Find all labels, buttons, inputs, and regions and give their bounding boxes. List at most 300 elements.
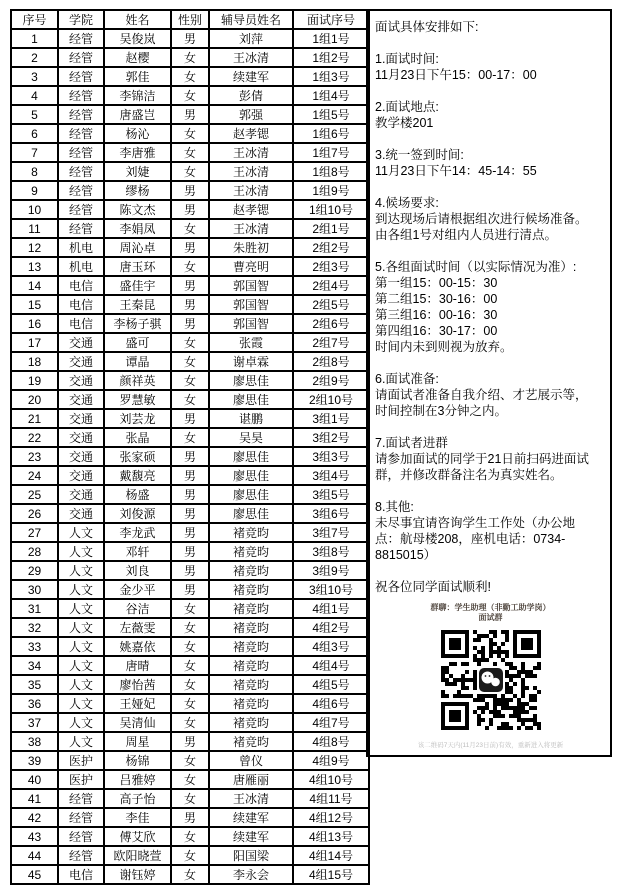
column-header-gender: 性别 xyxy=(171,10,209,29)
table-cell-gender: 男 xyxy=(171,276,209,295)
table-cell-index: 4 xyxy=(11,86,58,105)
note-line: 4.候场要求: xyxy=(375,196,439,210)
table-cell-counselor: 赵孝锶 xyxy=(209,200,293,219)
table-cell-college: 电信 xyxy=(58,865,104,884)
table-cell-name: 吴俊岚 xyxy=(104,29,171,48)
table-cell-interview-no: 3组5号 xyxy=(293,485,369,504)
table-row xyxy=(11,523,369,542)
table-cell-gender: 男 xyxy=(171,447,209,466)
table-cell-gender: 女 xyxy=(171,333,209,352)
column-header-interview-no: 面试序号 xyxy=(293,10,369,29)
table-cell-counselor: 褚竞昀 xyxy=(209,561,293,580)
table-cell-interview-no: 2组2号 xyxy=(293,238,369,257)
table-cell-index: 14 xyxy=(11,276,58,295)
table-cell-index: 44 xyxy=(11,846,58,865)
note-line: 群，并修改群备注名为真实姓名。 xyxy=(375,468,563,482)
table-cell-index: 36 xyxy=(11,694,58,713)
table-cell-gender: 女 xyxy=(171,390,209,409)
table-cell-college: 经管 xyxy=(58,789,104,808)
table-cell-index: 25 xyxy=(11,485,58,504)
table-cell-index: 19 xyxy=(11,371,58,390)
table-row xyxy=(11,618,369,637)
table-cell-name: 盛佳宇 xyxy=(104,276,171,295)
table-cell-college: 人文 xyxy=(58,599,104,618)
table-cell-counselor: 王冰清 xyxy=(209,219,293,238)
table-cell-gender: 男 xyxy=(171,808,209,827)
note-line: 8815015） xyxy=(375,548,437,562)
table-cell-name: 李杨子骐 xyxy=(104,314,171,333)
table-cell-index: 22 xyxy=(11,428,58,447)
table-cell-college: 人文 xyxy=(58,523,104,542)
table-cell-name: 谢钰婷 xyxy=(104,865,171,884)
table-cell-counselor: 郭国智 xyxy=(209,295,293,314)
table-cell-college: 交通 xyxy=(58,447,104,466)
table-cell-college: 人文 xyxy=(58,675,104,694)
table-cell-gender: 男 xyxy=(171,580,209,599)
qr-block xyxy=(375,603,606,750)
table-cell-college: 经管 xyxy=(58,181,104,200)
table-cell-counselor: 郭强 xyxy=(209,105,293,124)
qr-code xyxy=(441,630,541,730)
table-row xyxy=(11,276,369,295)
table-cell-college: 人文 xyxy=(58,694,104,713)
table-row xyxy=(11,466,369,485)
table-row xyxy=(11,846,369,865)
notes-panel xyxy=(366,9,612,757)
table-cell-gender: 男 xyxy=(171,732,209,751)
table-cell-gender: 男 xyxy=(171,105,209,124)
table-cell-counselor: 褚竞昀 xyxy=(209,656,293,675)
table-row xyxy=(11,504,369,523)
table-row xyxy=(11,675,369,694)
table-cell-index: 1 xyxy=(11,29,58,48)
table-cell-name: 王秦昆 xyxy=(104,295,171,314)
note-blank-line xyxy=(375,355,606,371)
table-cell-interview-no: 2组10号 xyxy=(293,390,369,409)
table-row xyxy=(11,219,369,238)
table-cell-gender: 男 xyxy=(171,29,209,48)
table-cell-college: 电信 xyxy=(58,295,104,314)
table-cell-index: 10 xyxy=(11,200,58,219)
table-cell-interview-no: 4组12号 xyxy=(293,808,369,827)
table-cell-gender: 男 xyxy=(171,561,209,580)
table-cell-counselor: 彭倩 xyxy=(209,86,293,105)
table-cell-college: 经管 xyxy=(58,67,104,86)
table-cell-name: 李唐雅 xyxy=(104,143,171,162)
table-row xyxy=(11,580,369,599)
table-cell-gender: 男 xyxy=(171,409,209,428)
table-cell-gender: 男 xyxy=(171,314,209,333)
table-cell-index: 30 xyxy=(11,580,58,599)
note-line: 1.面试时间: xyxy=(375,52,439,66)
table-cell-college: 交通 xyxy=(58,352,104,371)
table-cell-college: 经管 xyxy=(58,124,104,143)
note-line: 第四组16：30-17：00 xyxy=(375,324,498,338)
note-line: 第二组15：30-16：00 xyxy=(375,292,498,306)
table-cell-name: 盛可 xyxy=(104,333,171,352)
table-cell-interview-no: 4组8号 xyxy=(293,732,369,751)
table-cell-counselor: 褚竞昀 xyxy=(209,599,293,618)
table-row xyxy=(11,67,369,86)
table-cell-interview-no: 4组6号 xyxy=(293,694,369,713)
table-cell-gender: 女 xyxy=(171,219,209,238)
table-row xyxy=(11,162,369,181)
table-cell-name: 赵樱 xyxy=(104,48,171,67)
table-cell-interview-no: 3组8号 xyxy=(293,542,369,561)
table-cell-counselor: 朱胜初 xyxy=(209,238,293,257)
table-cell-interview-no: 2组4号 xyxy=(293,276,369,295)
table-cell-index: 23 xyxy=(11,447,58,466)
table-cell-name: 唐晴 xyxy=(104,656,171,675)
table-cell-index: 42 xyxy=(11,808,58,827)
table-cell-gender: 女 xyxy=(171,124,209,143)
table-cell-name: 唐玉环 xyxy=(104,257,171,276)
table-cell-college: 医护 xyxy=(58,770,104,789)
table-cell-gender: 男 xyxy=(171,238,209,257)
table-cell-counselor: 续建军 xyxy=(209,67,293,86)
table-cell-counselor: 廖思佳 xyxy=(209,390,293,409)
table-cell-name: 张晶 xyxy=(104,428,171,447)
table-cell-name: 李娟凤 xyxy=(104,219,171,238)
notes-text xyxy=(375,19,606,595)
table-cell-index: 24 xyxy=(11,466,58,485)
table-cell-college: 人文 xyxy=(58,618,104,637)
table-cell-college: 交通 xyxy=(58,504,104,523)
table-cell-college: 交通 xyxy=(58,390,104,409)
table-cell-college: 电信 xyxy=(58,314,104,333)
table-cell-college: 经管 xyxy=(58,808,104,827)
table-cell-gender: 女 xyxy=(171,257,209,276)
roster-table xyxy=(10,9,370,885)
note-blank-line xyxy=(375,83,606,99)
table-cell-counselor: 王冰清 xyxy=(209,162,293,181)
column-header-name: 姓名 xyxy=(104,10,171,29)
table-cell-name: 李龙武 xyxy=(104,523,171,542)
table-cell-gender: 女 xyxy=(171,371,209,390)
table-cell-name: 刘婕 xyxy=(104,162,171,181)
table-cell-counselor: 王冰清 xyxy=(209,48,293,67)
table-row xyxy=(11,428,369,447)
table-cell-interview-no: 2组3号 xyxy=(293,257,369,276)
table-cell-college: 人文 xyxy=(58,580,104,599)
table-cell-index: 5 xyxy=(11,105,58,124)
table-cell-gender: 女 xyxy=(171,48,209,67)
table-cell-gender: 女 xyxy=(171,428,209,447)
table-cell-college: 机电 xyxy=(58,257,104,276)
note-blank-line xyxy=(375,131,606,147)
qr-validity-caption: 该二维码7天内(11月23日前)有效，重新进入将更新 xyxy=(417,742,564,749)
table-row xyxy=(11,637,369,656)
table-cell-gender: 女 xyxy=(171,770,209,789)
table-cell-name: 周沁卓 xyxy=(104,238,171,257)
table-cell-gender: 男 xyxy=(171,504,209,523)
table-cell-gender: 女 xyxy=(171,162,209,181)
table-cell-gender: 女 xyxy=(171,86,209,105)
table-cell-counselor: 谢卓霖 xyxy=(209,352,293,371)
table-cell-college: 经管 xyxy=(58,827,104,846)
table-cell-gender: 女 xyxy=(171,143,209,162)
table-cell-college: 人文 xyxy=(58,561,104,580)
table-cell-index: 38 xyxy=(11,732,58,751)
table-cell-index: 29 xyxy=(11,561,58,580)
note-line: 教学楼201 xyxy=(375,116,434,130)
table-cell-name: 刘俊源 xyxy=(104,504,171,523)
table-cell-counselor: 廖思佳 xyxy=(209,504,293,523)
table-cell-interview-no: 2组6号 xyxy=(293,314,369,333)
table-cell-index: 17 xyxy=(11,333,58,352)
table-row xyxy=(11,181,369,200)
table-cell-counselor: 褚竞昀 xyxy=(209,618,293,637)
table-cell-counselor: 吴昊 xyxy=(209,428,293,447)
table-cell-college: 经管 xyxy=(58,29,104,48)
note-line: 面试具体安排如下: xyxy=(375,20,479,34)
table-row xyxy=(11,694,369,713)
table-cell-college: 经管 xyxy=(58,105,104,124)
table-row xyxy=(11,371,369,390)
table-cell-college: 人文 xyxy=(58,542,104,561)
table-cell-college: 交通 xyxy=(58,485,104,504)
table-cell-interview-no: 4组4号 xyxy=(293,656,369,675)
table-cell-counselor: 阳国梁 xyxy=(209,846,293,865)
table-cell-counselor: 续建军 xyxy=(209,827,293,846)
table-cell-name: 高子怡 xyxy=(104,789,171,808)
table-cell-name: 刘芸龙 xyxy=(104,409,171,428)
table-cell-interview-no: 4组2号 xyxy=(293,618,369,637)
table-cell-index: 8 xyxy=(11,162,58,181)
table-cell-gender: 女 xyxy=(171,352,209,371)
table-cell-gender: 女 xyxy=(171,827,209,846)
table-cell-gender: 女 xyxy=(171,789,209,808)
table-cell-counselor: 褚竞昀 xyxy=(209,580,293,599)
table-cell-name: 陈文杰 xyxy=(104,200,171,219)
table-row xyxy=(11,295,369,314)
table-cell-index: 12 xyxy=(11,238,58,257)
table-cell-index: 43 xyxy=(11,827,58,846)
table-cell-index: 11 xyxy=(11,219,58,238)
table-cell-interview-no: 4组15号 xyxy=(293,865,369,884)
note-line: 请参加面试的同学于21日前扫码进面试 xyxy=(375,452,589,466)
table-cell-index: 6 xyxy=(11,124,58,143)
table-cell-name: 杨盛 xyxy=(104,485,171,504)
table-row xyxy=(11,200,369,219)
table-row xyxy=(11,257,369,276)
column-header-index: 序号 xyxy=(11,10,58,29)
table-cell-gender: 女 xyxy=(171,618,209,637)
table-cell-interview-no: 1组1号 xyxy=(293,29,369,48)
table-cell-interview-no: 4组5号 xyxy=(293,675,369,694)
table-cell-college: 经管 xyxy=(58,162,104,181)
table-cell-interview-no: 3组3号 xyxy=(293,447,369,466)
table-cell-counselor: 廖思佳 xyxy=(209,466,293,485)
table-cell-index: 3 xyxy=(11,67,58,86)
table-cell-college: 经管 xyxy=(58,48,104,67)
table-cell-counselor: 褚竞昀 xyxy=(209,637,293,656)
table-cell-index: 27 xyxy=(11,523,58,542)
note-blank-line xyxy=(375,483,606,499)
table-cell-name: 谷洁 xyxy=(104,599,171,618)
table-cell-counselor: 褚竞昀 xyxy=(209,675,293,694)
table-cell-gender: 女 xyxy=(171,694,209,713)
table-row xyxy=(11,808,369,827)
table-cell-college: 交通 xyxy=(58,466,104,485)
table-row xyxy=(11,238,369,257)
table-cell-name: 金少平 xyxy=(104,580,171,599)
table-cell-name: 杨沁 xyxy=(104,124,171,143)
table-cell-counselor: 王冰清 xyxy=(209,143,293,162)
note-line: 11月23日下午15：00-17：00 xyxy=(375,68,537,82)
note-line: 点：航母楼208，座机电话：0734- xyxy=(375,532,566,546)
table-cell-gender: 男 xyxy=(171,200,209,219)
table-cell-interview-no: 4组13号 xyxy=(293,827,369,846)
table-cell-index: 13 xyxy=(11,257,58,276)
note-blank-line xyxy=(375,243,606,259)
table-cell-counselor: 王冰清 xyxy=(209,181,293,200)
table-cell-name: 李佳 xyxy=(104,808,171,827)
table-cell-college: 交通 xyxy=(58,333,104,352)
table-cell-interview-no: 4组10号 xyxy=(293,770,369,789)
table-cell-index: 2 xyxy=(11,48,58,67)
table-cell-index: 21 xyxy=(11,409,58,428)
table-cell-college: 交通 xyxy=(58,371,104,390)
table-cell-college: 经管 xyxy=(58,846,104,865)
table-cell-counselor: 褚竞昀 xyxy=(209,694,293,713)
table-row xyxy=(11,124,369,143)
table-row xyxy=(11,29,369,48)
table-cell-gender: 女 xyxy=(171,751,209,770)
table-cell-name: 缪杨 xyxy=(104,181,171,200)
note-blank-line xyxy=(375,179,606,195)
table-cell-index: 39 xyxy=(11,751,58,770)
table-cell-gender: 女 xyxy=(171,67,209,86)
table-cell-name: 张家硕 xyxy=(104,447,171,466)
table-cell-interview-no: 1组10号 xyxy=(293,200,369,219)
table-cell-name: 罗慧敏 xyxy=(104,390,171,409)
table-cell-counselor: 廖思佳 xyxy=(209,447,293,466)
table-cell-index: 15 xyxy=(11,295,58,314)
table-cell-name: 邓轩 xyxy=(104,542,171,561)
table-cell-index: 35 xyxy=(11,675,58,694)
table-cell-index: 40 xyxy=(11,770,58,789)
table-cell-index: 7 xyxy=(11,143,58,162)
roster-table-body xyxy=(11,29,369,884)
table-cell-gender: 女 xyxy=(171,713,209,732)
table-cell-interview-no: 2组9号 xyxy=(293,371,369,390)
table-cell-interview-no: 1组7号 xyxy=(293,143,369,162)
table-cell-counselor: 褚竞昀 xyxy=(209,732,293,751)
table-cell-interview-no: 3组6号 xyxy=(293,504,369,523)
table-cell-interview-no: 3组2号 xyxy=(293,428,369,447)
table-row xyxy=(11,86,369,105)
table-cell-counselor: 褚竞昀 xyxy=(209,523,293,542)
table-cell-college: 人文 xyxy=(58,713,104,732)
table-cell-index: 16 xyxy=(11,314,58,333)
table-cell-interview-no: 1组3号 xyxy=(293,67,369,86)
table-cell-gender: 男 xyxy=(171,542,209,561)
table-cell-counselor: 刘萍 xyxy=(209,29,293,48)
table-cell-counselor: 郭国智 xyxy=(209,276,293,295)
table-cell-index: 31 xyxy=(11,599,58,618)
table-cell-counselor: 唐雁丽 xyxy=(209,770,293,789)
table-cell-counselor: 廖思佳 xyxy=(209,485,293,504)
table-row xyxy=(11,105,369,124)
table-cell-interview-no: 4组14号 xyxy=(293,846,369,865)
table-cell-interview-no: 2组1号 xyxy=(293,219,369,238)
table-cell-name: 郭佳 xyxy=(104,67,171,86)
table-cell-gender: 女 xyxy=(171,846,209,865)
table-cell-gender: 女 xyxy=(171,637,209,656)
table-cell-interview-no: 3组4号 xyxy=(293,466,369,485)
table-row xyxy=(11,485,369,504)
table-cell-name: 吕雅婷 xyxy=(104,770,171,789)
table-cell-name: 傅艾欣 xyxy=(104,827,171,846)
table-cell-interview-no: 2组8号 xyxy=(293,352,369,371)
table-row xyxy=(11,314,369,333)
table-cell-index: 32 xyxy=(11,618,58,637)
table-cell-gender: 女 xyxy=(171,656,209,675)
note-line: 第一组15：00-15：30 xyxy=(375,276,498,290)
table-cell-interview-no: 4组9号 xyxy=(293,751,369,770)
table-row xyxy=(11,542,369,561)
table-row xyxy=(11,865,369,884)
table-header-row xyxy=(11,10,369,29)
table-row xyxy=(11,827,369,846)
table-row xyxy=(11,352,369,371)
table-cell-counselor: 廖思佳 xyxy=(209,371,293,390)
table-row xyxy=(11,390,369,409)
table-cell-name: 王娅妃 xyxy=(104,694,171,713)
table-cell-index: 26 xyxy=(11,504,58,523)
table-row xyxy=(11,789,369,808)
table-cell-interview-no: 2组5号 xyxy=(293,295,369,314)
table-cell-college: 电信 xyxy=(58,276,104,295)
table-cell-gender: 男 xyxy=(171,485,209,504)
table-cell-name: 周星 xyxy=(104,732,171,751)
table-cell-college: 医护 xyxy=(58,751,104,770)
note-line: 第三组16：00-16：30 xyxy=(375,308,498,322)
table-cell-index: 34 xyxy=(11,656,58,675)
table-cell-college: 人文 xyxy=(58,637,104,656)
table-cell-index: 45 xyxy=(11,865,58,884)
table-cell-counselor: 张霞 xyxy=(209,333,293,352)
table-cell-name: 吴清仙 xyxy=(104,713,171,732)
table-row xyxy=(11,447,369,466)
table-row xyxy=(11,656,369,675)
table-cell-interview-no: 4组3号 xyxy=(293,637,369,656)
table-cell-college: 经管 xyxy=(58,200,104,219)
table-cell-college: 经管 xyxy=(58,86,104,105)
table-cell-counselor: 王冰清 xyxy=(209,789,293,808)
table-row xyxy=(11,732,369,751)
table-cell-interview-no: 1组6号 xyxy=(293,124,369,143)
column-header-counselor: 辅导员姓名 xyxy=(209,10,293,29)
table-cell-counselor: 曹亮明 xyxy=(209,257,293,276)
table-cell-name: 廖怡茜 xyxy=(104,675,171,694)
table-cell-name: 左薇雯 xyxy=(104,618,171,637)
note-line: 8.其他: xyxy=(375,500,414,514)
table-cell-gender: 女 xyxy=(171,865,209,884)
table-cell-gender: 男 xyxy=(171,466,209,485)
table-cell-index: 28 xyxy=(11,542,58,561)
table-cell-index: 33 xyxy=(11,637,58,656)
note-line: 时间控制在3分钟之内。 xyxy=(375,404,507,418)
table-cell-college: 交通 xyxy=(58,409,104,428)
table-cell-name: 姚嘉依 xyxy=(104,637,171,656)
note-line: 2.面试地点: xyxy=(375,100,439,114)
table-cell-counselor: 谌鹏 xyxy=(209,409,293,428)
column-header-college: 学院 xyxy=(58,10,104,29)
table-cell-counselor: 郭国智 xyxy=(209,314,293,333)
table-cell-index: 9 xyxy=(11,181,58,200)
